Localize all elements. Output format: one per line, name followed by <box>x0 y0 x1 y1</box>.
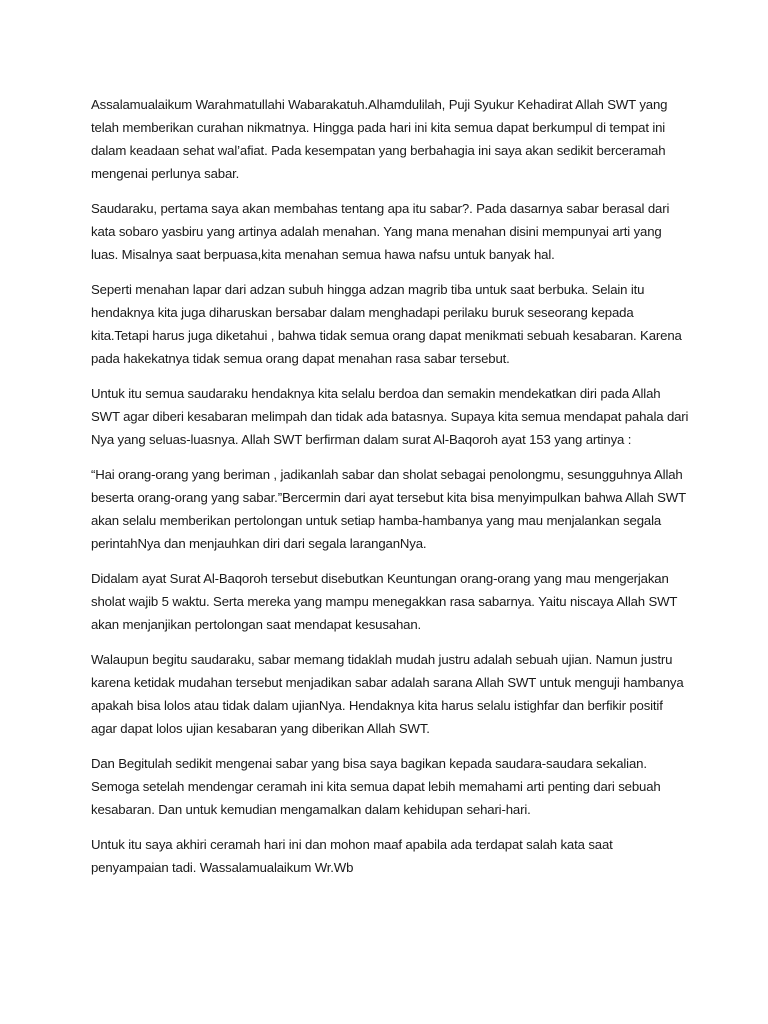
paragraph-test: Walaupun begitu saudaraku, sabar memang tidaklah mudah justru adalah sebuah ujian. Namun justru karena ketidak mudahan tersebut menjadikan sabar adalah sarana Allah SWT untuk menguji hambanya apakah bisa lolos atau tidak dalam ujianNya. Hendaknya kita harus selalu istighfar dan berfikir positif agar dapat lolos ujian kesabaran yang diberikan Allah SWT. <box>91 652 684 736</box>
paragraph-prayer: Untuk itu semua saudaraku hendaknya kita selalu berdoa dan semakin mendekatkan diri pada Allah SWT agar diberi kesabaran melimpah dan tidak ada batasnya. Supaya kita semua mendapat pahala dari Nya yang seluas-luasnya. Allah SWT berfirman dalam surat Al-Baqoroh ayat 153 yang artinya : <box>91 386 689 447</box>
paragraph-definition: Saudaraku, pertama saya akan membahas tentang apa itu sabar?. Pada dasarnya sabar berasal dari kata sobaro yasbiru yang artinya adalah menahan. Yang mana menahan disini mempunyai arti yang luas. Misalnya saat berpuasa,kita menahan semua hawa nafsu untuk banyak hal. <box>91 201 670 262</box>
paragraph-benefit: Didalam ayat Surat Al-Baqoroh tersebut disebutkan Keuntungan orang-orang yang mau mengerjakan sholat wajib 5 waktu. Serta mereka yang mampu menegakkan rasa sabarnya. Yaitu niscaya Allah SWT akan menjanjikan pertolongan saat mendapat kesusahan. <box>91 571 678 632</box>
document-body <box>91 93 691 891</box>
paragraph-example: Seperti menahan lapar dari adzan subuh hingga adzan magrib tiba untuk saat berbuka. Selain itu hendaknya kita juga diharuskan bersabar dalam menghadapi perilaku buruk seseorang kepada kita.Tetapi harus juga diketahui , bahwa tidak semua orang dapat menikmati sebuah kesabaran. Karena pada hakekatnya tidak semua orang dapat menahan rasa sabar tersebut. <box>91 282 682 366</box>
paragraph-opening: Assalamualaikum Warahmatullahi Wabarakatuh.Alhamdulilah, Puji Syukur Kehadirat Allah SWT yang telah memberikan curahan nikmatnya. Hingga pada hari ini kita semua dapat berkumpul di tempat ini dalam keadaan sehat wal’afiat. Pada kesempatan yang berbahagia ini saya akan sedikit berceramah mengenai perlunya sabar. <box>91 97 668 181</box>
paragraph-closing: Untuk itu saya akhiri ceramah hari ini dan mohon maaf apabila ada terdapat salah kata saat penyampaian tadi. Wassalamualaikum Wr.Wb <box>91 837 613 875</box>
paragraph-summary: Dan Begitulah sedikit mengenai sabar yang bisa saya bagikan kepada saudara-saudara sekalian. Semoga setelah mendengar ceramah ini kita semua dapat lebih memahami arti penting dari sebuah kesabaran. Dan untuk kemudian mengamalkan dalam kehidupan sehari-hari. <box>91 756 661 817</box>
paragraph-quote: “Hai orang-orang yang beriman , jadikanlah sabar dan sholat sebagai penolongmu, sesungguhnya Allah beserta orang-orang yang sabar.”Bercermin dari ayat tersebut kita bisa menyimpulkan bahwa Allah SWT akan selalu memberikan pertolongan untuk setiap hamba-hambanya yang mau menjalankan segala perintahNya dan menjauhkan diri dari segala laranganNya. <box>91 467 686 551</box>
